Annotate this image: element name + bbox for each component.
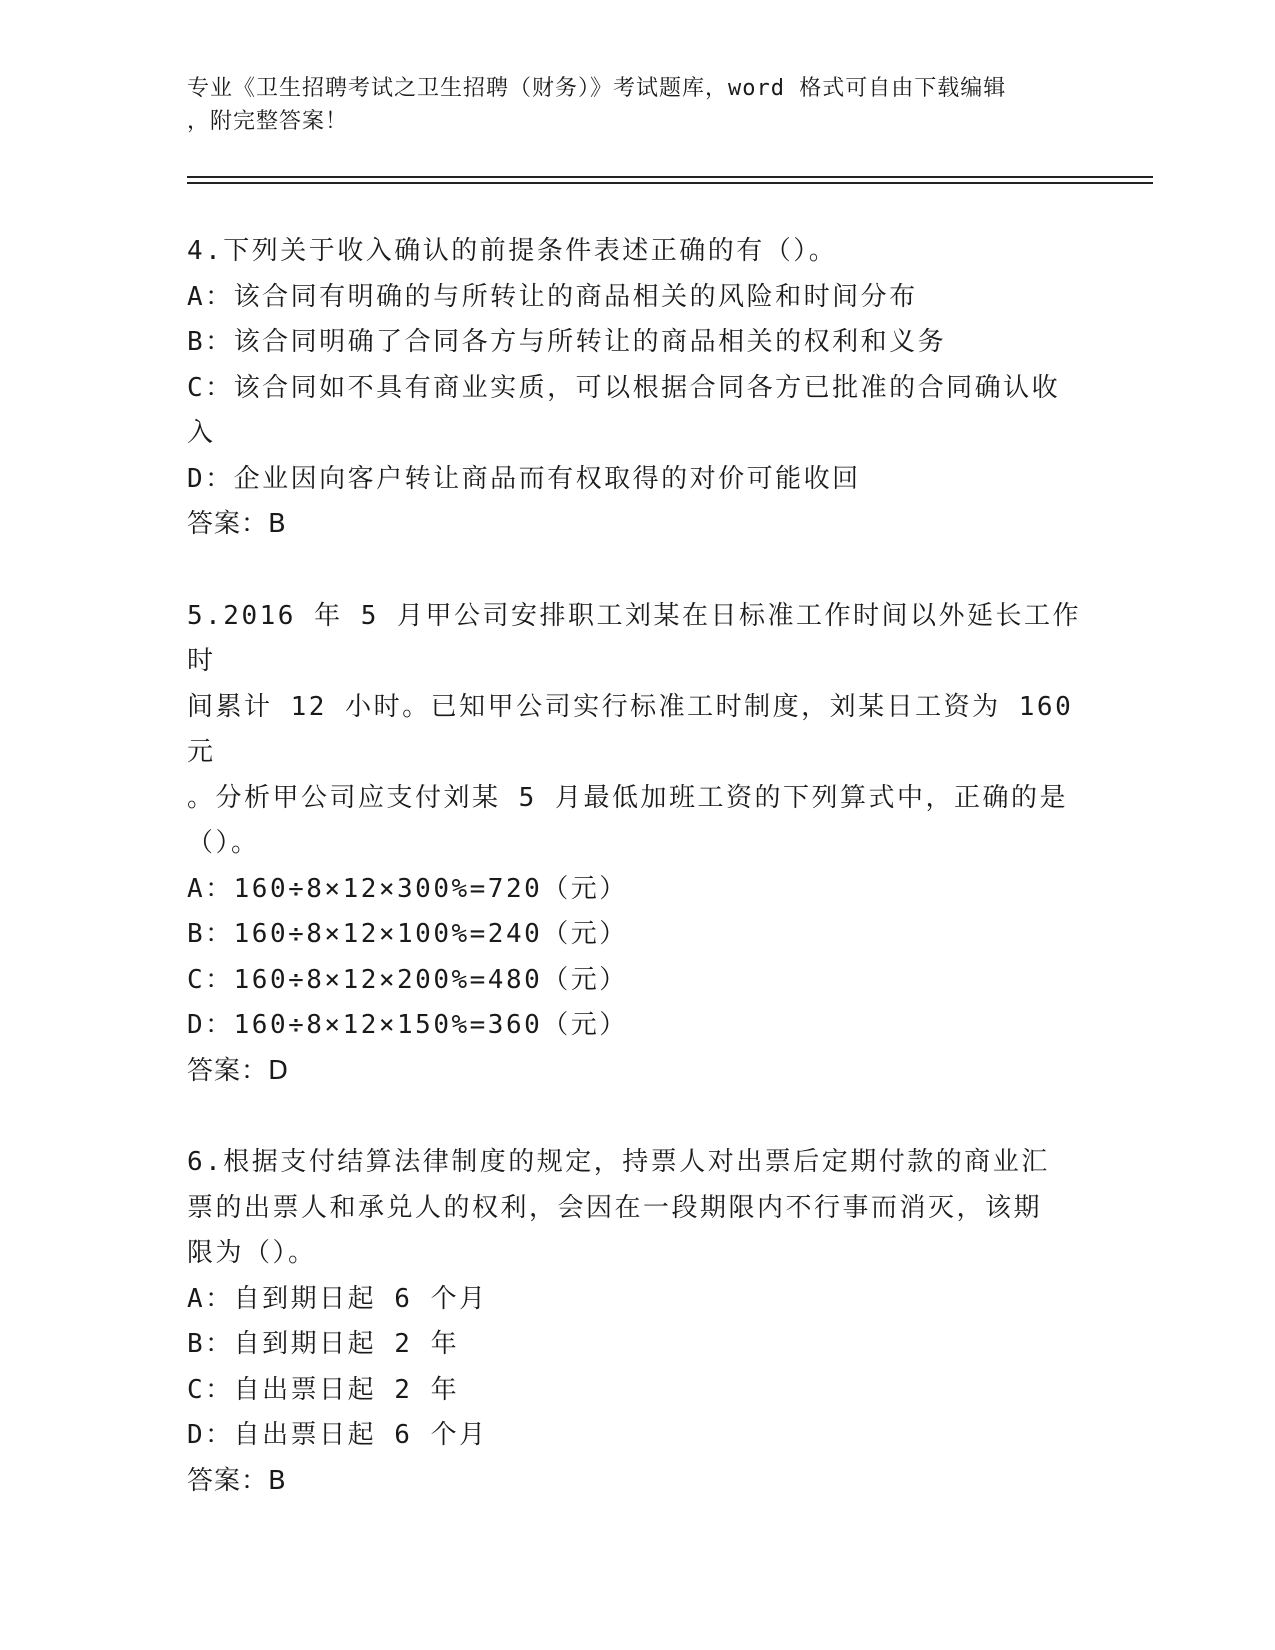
option-c: C：自出票日起 2 年 bbox=[187, 1374, 460, 1405]
question-5 bbox=[187, 594, 1087, 1095]
option-d: D：自出票日起 6 个月 bbox=[187, 1420, 488, 1450]
option-a: A：160÷8×12×300%=720（元） bbox=[187, 873, 628, 904]
question-stem: 4.下列关于收入确认的前提条件表述正确的有（）。 bbox=[187, 236, 838, 266]
answer-value: B bbox=[268, 1465, 287, 1496]
question-list bbox=[187, 229, 1087, 1504]
option-d: D：企业因向客户转让商品而有权取得的对价可能收回 bbox=[187, 463, 861, 494]
option-c: C：该合同如不具有商业实质，可以根据合同各方已批准的合同确认收 入 bbox=[187, 372, 1061, 448]
option-b: B：160÷8×12×100%=240（元） bbox=[187, 919, 628, 949]
answer-value: B bbox=[268, 509, 287, 539]
option-c: C：160÷8×12×200%=480（元） bbox=[187, 964, 628, 995]
answer-line bbox=[187, 1049, 1087, 1095]
question-spacer bbox=[187, 548, 1087, 594]
option-b: B：自到期日起 2 年 bbox=[187, 1329, 460, 1359]
option-d: D：160÷8×12×150%=360（元） bbox=[187, 1010, 628, 1040]
question-stem: 6.根据支付结算法律制度的规定，持票人对出票后定期付款的商业汇 票的出票人和承兑人的权利，会因在一段期限内不行事而消灭，该期 限为（）。 bbox=[187, 1147, 1050, 1268]
option-b: B：该合同明确了合同各方与所转让的商品相关的权利和义务 bbox=[187, 327, 947, 357]
header-divider-bottom bbox=[187, 182, 1153, 184]
question-6 bbox=[187, 1140, 1087, 1504]
option-a: A：该合同有明确的与所转让的商品相关的风险和时间分布 bbox=[187, 281, 918, 312]
answer-line bbox=[187, 1459, 1087, 1505]
answer-label: 答案： bbox=[187, 1055, 269, 1086]
header-divider-top bbox=[187, 176, 1153, 178]
option-a: A：自到期日起 6 个月 bbox=[187, 1283, 488, 1314]
question-stem: 5.2016 年 5 月甲公司安排职工刘某在日标准工作时间以外延长工作时 间累计 12 小时。已知甲公司实行标准工时制度，刘某日工资为 160 元 。分析甲公司应支付刘某 5 月最低加班工资的下列算式中，正确的是 （）。 bbox=[187, 600, 1082, 858]
answer-line bbox=[187, 502, 1087, 548]
question-4 bbox=[187, 229, 1087, 548]
answer-label: 答案： bbox=[187, 509, 269, 539]
document-header-note: 专业《卫生招聘考试之卫生招聘（财务）》考试题库，word 格式可自由下载编辑 ，附完整答案！ bbox=[187, 76, 1007, 134]
question-spacer bbox=[187, 1094, 1087, 1140]
answer-label: 答案： bbox=[187, 1465, 269, 1496]
answer-value: D bbox=[268, 1055, 290, 1086]
